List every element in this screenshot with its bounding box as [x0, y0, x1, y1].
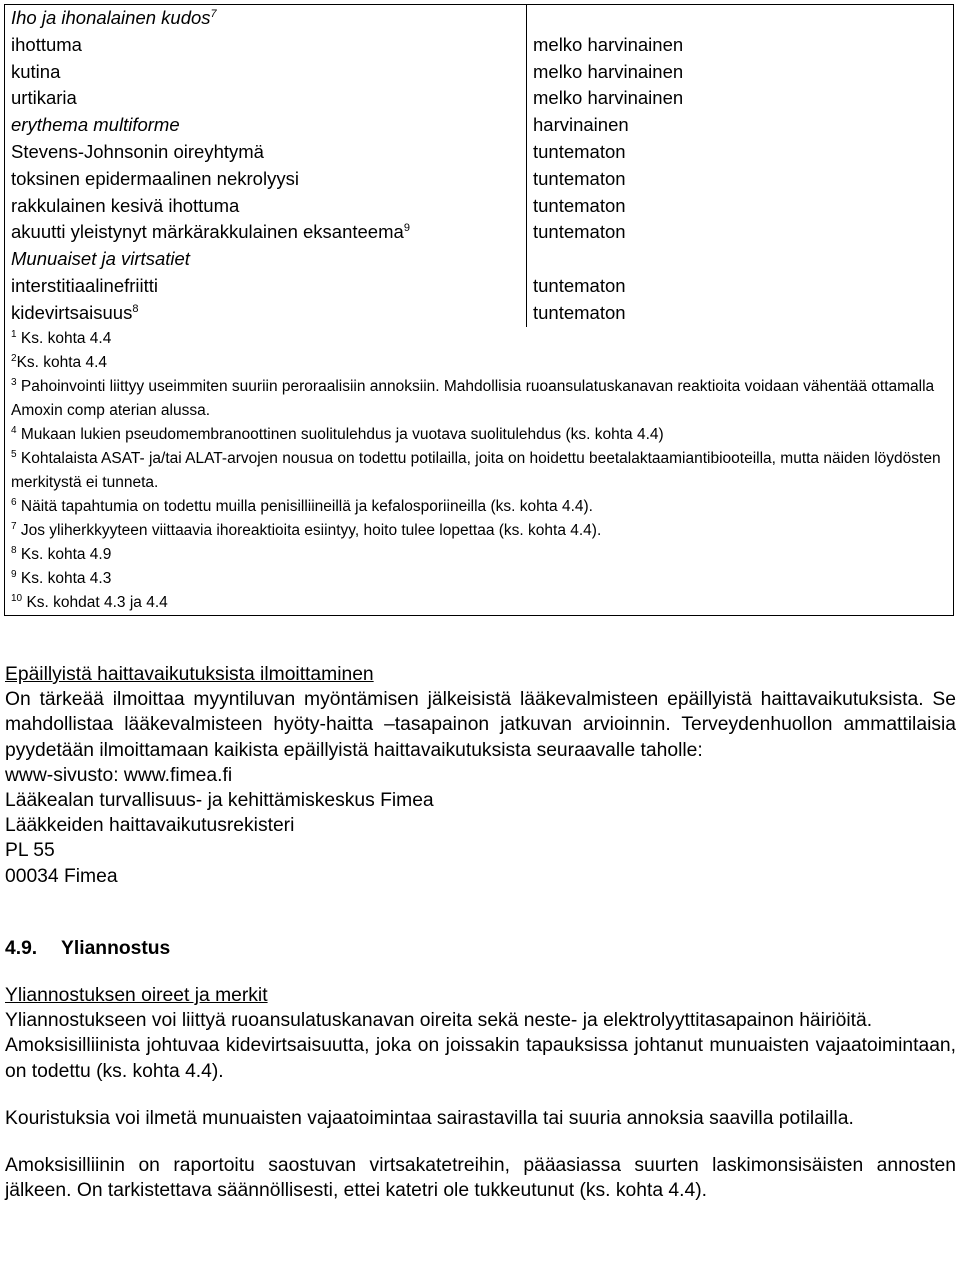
footnote: $^4$ Mukaan lukien pseudomembranoottinen suolitulehdus ja vuotava suolitulehdus (ks. kohta 4.4) [11, 424, 664, 443]
overdose-subheading: Yliannostuksen oireet ja merkit [5, 985, 268, 1007]
table-row [5, 32, 954, 59]
footnote-ref: 8 [132, 302, 139, 315]
address-line: 00034 Fimea [5, 865, 118, 887]
footnote: $^7$ Jos yliherkkyyteen viittaavia ihoreaktioita esiintyy, hoito tulee lopettaa (ks. kohta 4.4). [11, 520, 602, 539]
adverse-reactions-table [4, 4, 954, 616]
footnote-ref: 7 [210, 8, 217, 20]
body-text [5, 662, 956, 1203]
overdose-paragraph: Amoksisilliinista johtuvaa kidevirtsaisuutta, joka on joissakin tapauksissa johtanut munuaisten vajaatoimintaan, on todettu (ks. kohta 4.4). [5, 1035, 956, 1082]
system-class-cell: Munuaiset ja virtsatiet [11, 248, 190, 270]
table-row-system-kidney [5, 246, 954, 273]
table-row [5, 166, 954, 193]
table-row-system-skin [5, 5, 954, 32]
footnote: $^3$ Pahoinvointi liittyy useimmiten suuriin peroraalisiin annoksiin. Mahdollisia ruoansulatuskanavan reaktioita voidaan vähentää ottamalla Amoxin comp aterian alussa. [11, 376, 935, 419]
table-row [5, 219, 954, 246]
frequency-cell: tuntematon [527, 219, 954, 246]
term-cell: toksinen epidermaalinen nekrolyysi [11, 167, 299, 189]
frequency-cell: tuntematon [527, 166, 954, 193]
frequency-cell: tuntematon [527, 273, 954, 300]
section-title: Yliannostus [61, 937, 171, 959]
frequency-cell: tuntematon [527, 139, 954, 166]
term-cell: Stevens-Johnsonin oireyhtymä [11, 140, 264, 162]
footnote: $^9$ Ks. kohta 4.3 [11, 568, 112, 587]
overdose-paragraph: Kouristuksia voi ilmetä munuaisten vajaatoimintaa sairastavilla tai suuria annoksia saavilla potilailla. [5, 1107, 854, 1129]
footnote: $^6$ Näitä tapahtumia on todettu muilla penisilliineillä ja kefalosporiineilla (ks. kohta 4.4). [11, 496, 593, 515]
footnotes-cell [5, 327, 954, 616]
overdose-paragraph: Yliannostukseen voi liittyä ruoansulatuskanavan oireita sekä neste- ja elektrolyyttitasapainon häiriöitä. [5, 1010, 873, 1032]
frequency-cell: melko harvinainen [527, 85, 954, 112]
frequency-cell: tuntematon [527, 300, 954, 327]
address-line: Lääkkeiden haittavaikutusrekisteri [5, 815, 295, 837]
address-line: PL 55 [5, 840, 55, 862]
footnote: $^{10}$ Ks. kohdat 4.3 ja 4.4 [11, 592, 168, 611]
table-row [5, 300, 954, 327]
term-cell: ihottuma [11, 33, 82, 55]
section-heading [5, 936, 956, 961]
table-row [5, 85, 954, 112]
table-row [5, 59, 954, 86]
section-number: 4.9. [5, 937, 38, 959]
table-row [5, 112, 954, 139]
footnote: $^1$ Ks. kohta 4.4 [11, 328, 112, 347]
term-cell: akuutti yleistynyt märkärakkulainen eksanteema$^9$ [11, 221, 410, 243]
reporting-heading: Epäillyistä haittavaikutuksista ilmoittaminen [5, 664, 374, 685]
reporting-paragraph: On tärkeää ilmoittaa myyntiluvan myöntämisen jälkeisistä lääkevalmisteen epäillyistä haittavaikutuksista. Se mahdollistaa lääkevalmisteen hyöty-haitta –tasapainon jatkuvan arvioinnin. Terveydenhuollon ammattilaisia pyydetään ilmoittamaan kaikista epäillyistä haittavaikutuksista seuraavalle taholle: [5, 689, 956, 761]
term-cell: interstitiaalinefriitti [11, 274, 159, 296]
overdose-paragraph: Amoksisilliinin on raportoitu saostuvan virtsakatetreihin, pääasiassa suurten laskimonsisäisten annosten jälkeen. On tarkistettava säännöllisesti, ettei katetri ole tukkeutunut (ks. kohta 4.4). [5, 1155, 956, 1202]
frequency-cell: melko harvinainen [527, 32, 954, 59]
table-footnotes-row [5, 327, 954, 616]
address-line: www-sivusto: www.fimea.fi [5, 764, 233, 786]
footnote: $^5$ Kohtalaista ASAT- ja/tai ALAT-arvojen nousua on todettu potilailla, joita on hoidettu beetalaktaamiantibiooteilla, mutta näiden löydösten merkitystä ei tunneta. [11, 448, 941, 491]
footnote: $^2$Ks. kohta 4.4 [11, 352, 108, 371]
table-row [5, 193, 954, 220]
table-row [5, 139, 954, 166]
term-cell: urtikaria [11, 87, 77, 109]
frequency-cell: harvinainen [527, 112, 954, 139]
table-row [5, 273, 954, 300]
term-cell: rakkulainen kesivä ihottuma [11, 194, 240, 216]
system-class-cell: Iho ja ihonalainen kudos$^7$ [11, 7, 217, 28]
term-cell: kidevirtsaisuus$^8$ [11, 301, 139, 323]
frequency-cell: tuntematon [527, 193, 954, 220]
footnote-ref: 9 [403, 222, 410, 235]
term-cell: kutina [11, 60, 61, 82]
frequency-cell: melko harvinainen [527, 59, 954, 86]
term-cell: erythema multiforme [11, 114, 180, 136]
footnote: $^8$ Ks. kohta 4.9 [11, 544, 112, 563]
address-line: Lääkealan turvallisuus- ja kehittämiskeskus Fimea [5, 790, 434, 812]
